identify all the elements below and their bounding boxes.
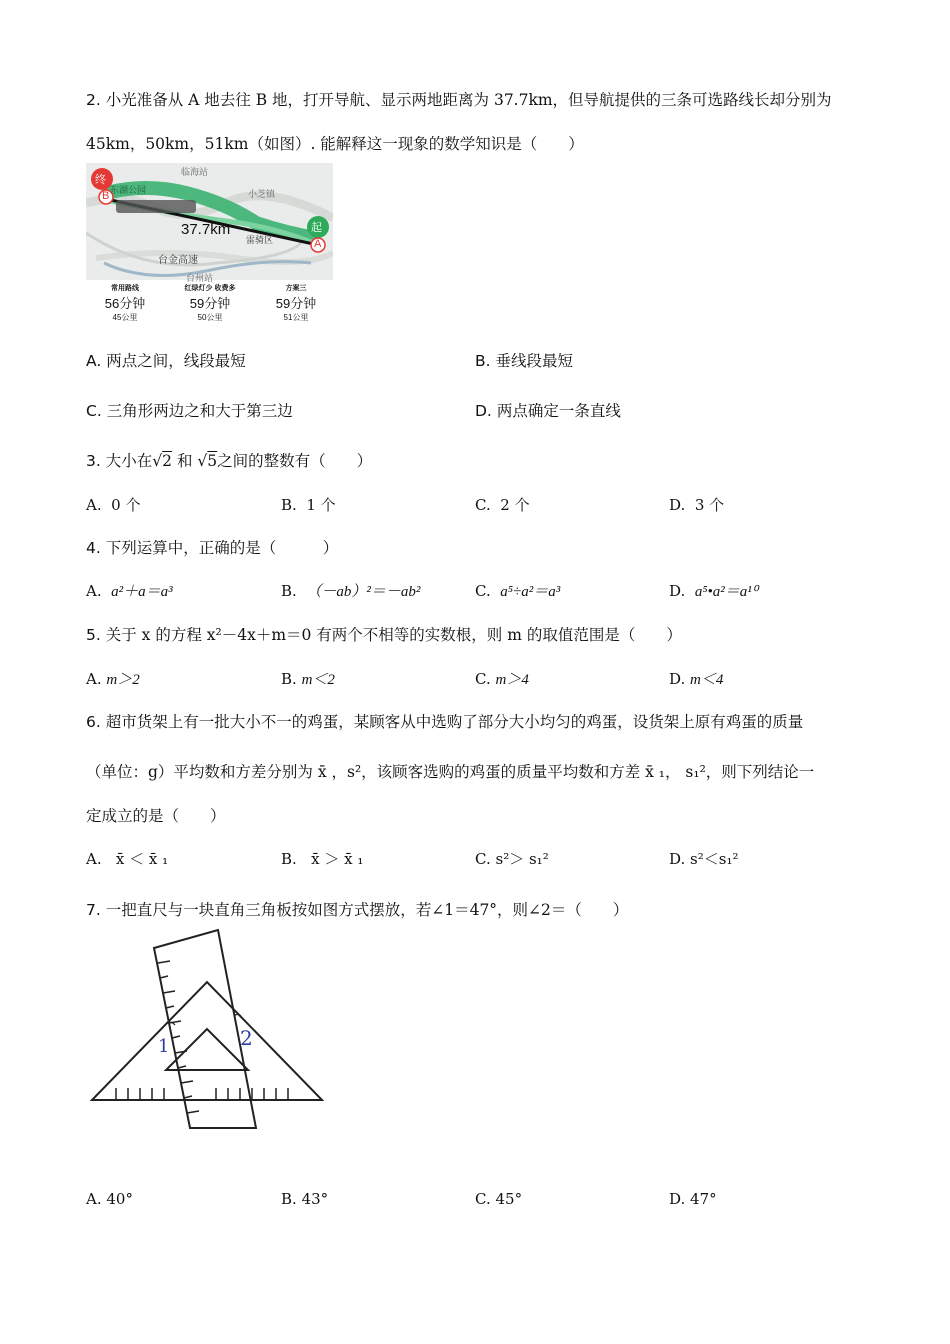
route-dist: 51公里 [283,313,309,322]
figure-svg [88,928,328,1138]
q2-option-c: C. 三角形两边之和大于第三边 [86,402,293,420]
q2-option-d: D. 两点确定一条直线 [475,402,621,420]
q3-option-a: A. 0 个 [86,496,141,514]
q3-option-d: D. 3 个 [669,496,725,514]
q2-option-b: B. 垂线段最短 [475,352,574,370]
q7-stem: 7. 一把直尺与一块直角三角板按如图方式摆放，若∠1＝47°，则∠2＝（ ） [86,901,629,919]
q5-option-a: A. m＞2 [86,670,140,688]
q4-option-d: D. a⁵•a²＝a¹⁰ [669,582,758,600]
q4-option-a: A. a²＋a＝a³ [86,582,173,600]
route-dist: 50公里 [197,313,223,322]
map-place-3: 雷骑区 [246,235,274,245]
q6-option-d: D. s²＜s₁² [669,850,739,868]
q4-stem: 4. 下列运算中，正确的是（ ） [86,539,339,557]
q2-option-a: A. 两点之间，线段最短 [86,352,246,370]
q6-option-b: B. x̄ ＞ x̄ ₁ [281,850,364,868]
map-place-1: 临海站 [181,167,209,177]
q7-ruler-triangle-figure [88,928,328,1138]
route-option-1 [90,283,160,323]
q4-option-c: C. a⁵÷a²＝a³ [475,582,561,600]
q5-option-d: D. m＜4 [669,670,724,688]
q2-number: 2. [86,91,101,109]
q7-option-a: A. 40° [86,1190,133,1208]
q5-option-c: C. m＞4 [475,670,529,688]
q7-option-b: B. 43° [281,1190,329,1208]
angle-1-label: 1 [158,1036,170,1057]
map-place-6: 小芝镇 [248,189,276,199]
map-place-5: 台州站 [186,273,214,283]
q5-stem: 5. 关于 x 的方程 x²－4x＋m＝0 有两个不相等的实数根，则 m 的取值范围是（ ） [86,626,682,644]
q6-option-a: A. x̄ ＜ x̄ ₁ [86,850,169,868]
map-place-4: 台金高速 [158,255,198,266]
sqrt-2: √2 [152,452,173,470]
route-name: 方案三 [285,285,307,292]
route-time: 59分钟 [275,296,317,311]
map-point-a: A [314,238,322,250]
q4-option-b: B. （－ab）²＝－ab² [281,582,421,600]
angle-2-label: 2 [240,1026,253,1050]
route-time: 59分钟 [189,296,231,311]
q3-stem: 3. 大小在√2 和 √5之间的整数有（ ） [86,452,373,470]
sqrt-5: √5 [197,452,218,470]
q2-route-map-figure [86,163,333,330]
q5-option-b: B. m＜2 [281,670,335,688]
route-name: 常用路线 [111,285,139,292]
q6-line2: （单位：g）平均数和方差分别为 x̄ ，s²，该顾客选购的鸡蛋的质量平均数和方差 x̄ ₁， s₁²，则下列结论一 [86,763,815,781]
route-option-2 [172,283,248,323]
q6-option-c: C. s²＞ s₁² [475,850,549,868]
q3-option-b: B. 1 个 [281,496,336,514]
q7-option-d: D. 47° [669,1190,717,1208]
q2-text-line1: 小光准备从 A 地去往 B 地，打开导航、显示两地距离为 37.7km，但导航提供的三条可选路线长却分别为 [105,91,832,109]
q6-line3: 定成立的是（ ） [86,807,226,825]
q3-option-c: C. 2 个 [475,496,530,514]
route-dist: 45公里 [112,313,138,322]
q2-line2: 45km，50km，51km（如图）. 能解释这一现象的数学知识是（ ） [86,135,584,153]
route-time: 56分钟 [104,296,146,311]
map-distance: 37.7km [181,221,231,238]
q7-option-c: C. 45° [475,1190,523,1208]
map-place-2: 东湖公园 [110,185,147,195]
map-end-label: 终 [95,174,106,186]
map-point-b: B [102,190,110,202]
route-name: 红绿灯少 收费多 [184,285,236,292]
q6-line1: 6. 超市货架上有一批大小不一的鸡蛋，某顾客从中选购了部分大小均匀的鸡蛋，设货架上原有鸡蛋的质量 [86,713,804,731]
route-option-3 [261,283,331,323]
map-start-label: 起 [311,222,322,234]
q2-line1 [86,88,832,110]
